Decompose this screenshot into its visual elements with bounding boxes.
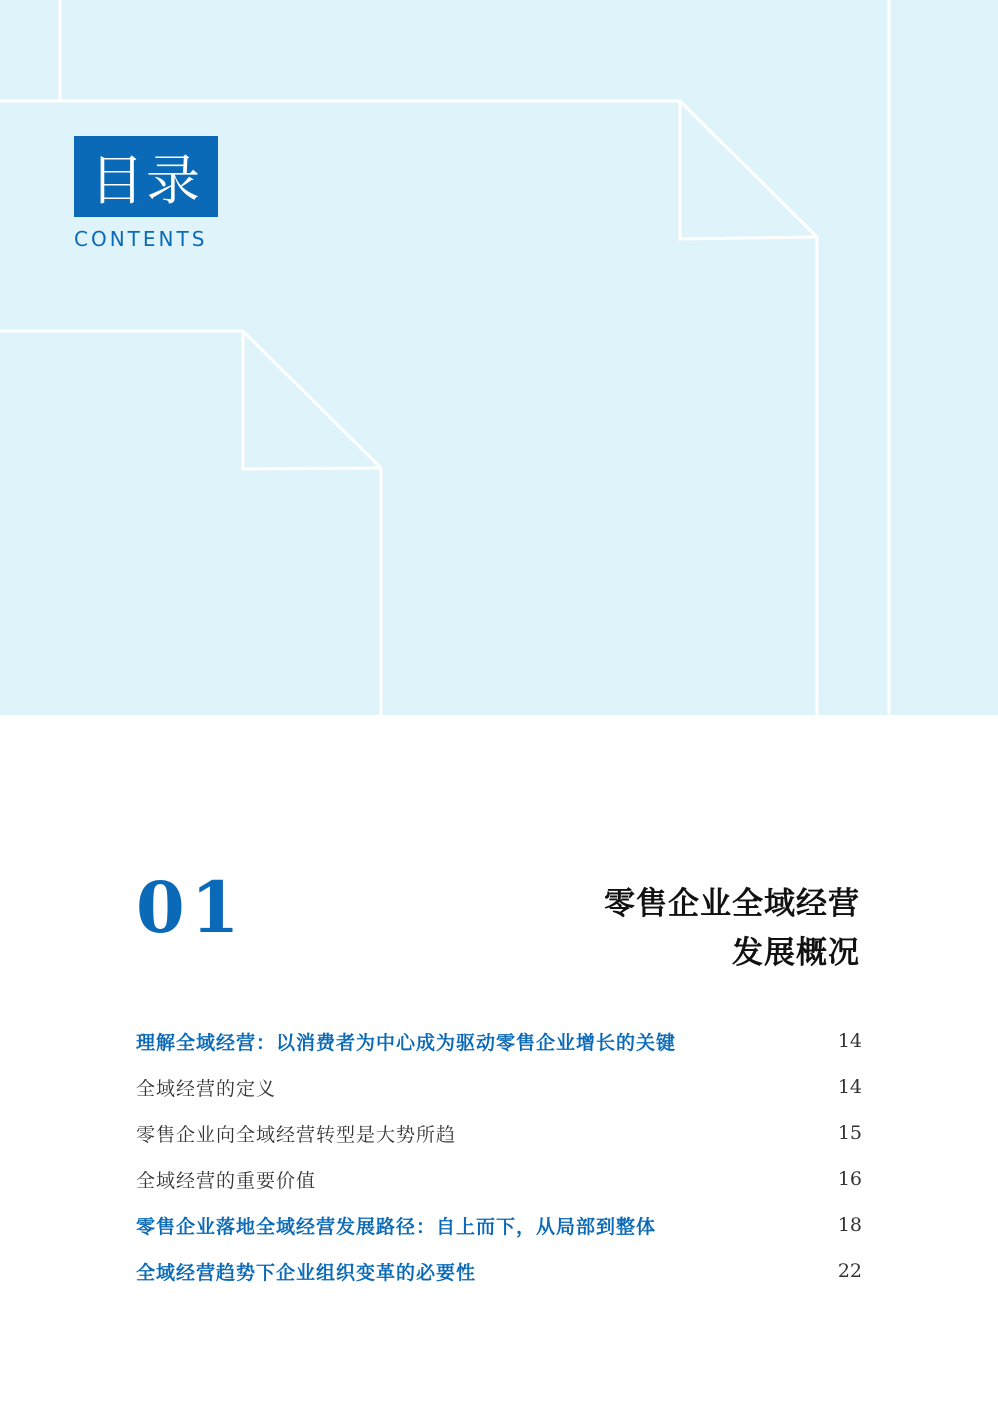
toc-entry-label: 全域经营的定义 (136, 1077, 277, 1100)
page-title: 目录 (74, 136, 218, 217)
toc-entry[interactable] (136, 1248, 862, 1294)
toc-entry-label: 全域经营趋势下企业组织变革的必要性 (136, 1261, 477, 1284)
table-of-contents (136, 1018, 862, 1294)
toc-entry-page: 18 (837, 1214, 862, 1236)
toc-entry[interactable] (136, 1156, 862, 1202)
toc-entry[interactable] (136, 1202, 862, 1248)
toc-entry-label: 零售企业向全域经营转型是大势所趋 (136, 1123, 457, 1146)
toc-entry-page: 14 (837, 1030, 862, 1052)
toc-entry-page: 16 (837, 1168, 862, 1190)
toc-entry-page: 14 (837, 1076, 862, 1098)
toc-entry-label: 全域经营的重要价值 (136, 1169, 317, 1192)
chapter-title-line: 零售企业全域经营 (604, 886, 860, 922)
chapter-title (440, 880, 860, 978)
toc-entry-page: 15 (837, 1122, 862, 1144)
toc-entry[interactable] (136, 1064, 862, 1110)
chapter-title-line: 发展概况 (732, 935, 860, 971)
toc-entry-label: 零售企业落地全域经营发展路径：自上而下，从局部到整体 (136, 1215, 657, 1238)
toc-entry[interactable] (136, 1110, 862, 1156)
page-subtitle: CONTENTS (74, 227, 208, 251)
toc-entry[interactable] (136, 1018, 862, 1064)
toc-entry-label: 理解全域经营：以消费者为中心成为驱动零售企业增长的关键 (136, 1031, 677, 1054)
chapter-number: 01 (136, 866, 246, 949)
toc-entry-page: 22 (837, 1260, 862, 1282)
